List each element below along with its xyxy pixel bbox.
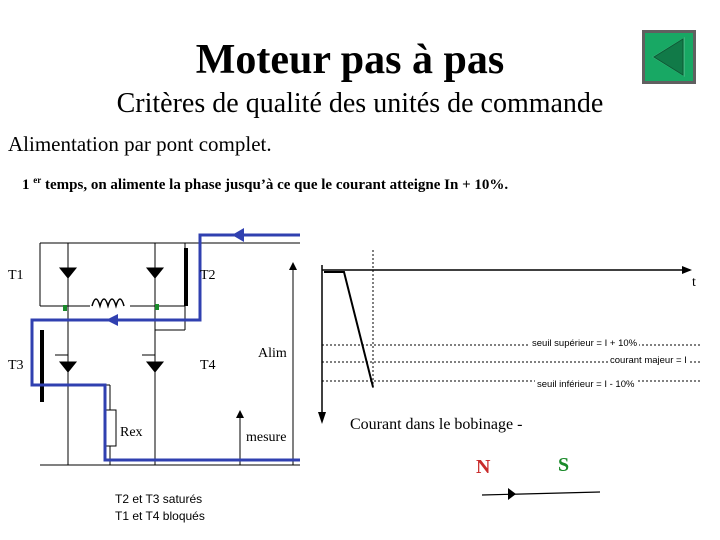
section-heading: Alimentation par pont complet. xyxy=(8,132,272,156)
threshold-lower-label: seuil inférieur = I - 10% xyxy=(537,379,635,390)
label-alim: Alim xyxy=(258,346,287,361)
label-t1: T1 xyxy=(8,268,24,283)
south-pole-label: S xyxy=(558,454,570,476)
label-mesure: mesure xyxy=(246,430,287,445)
label-rex: Rex xyxy=(120,425,143,440)
time-axis-label: t xyxy=(692,275,696,290)
state-line-1: T2 et T3 saturés xyxy=(115,492,203,506)
threshold-upper-label: seuil supérieur = I + 10% xyxy=(532,338,638,349)
rotor-icon xyxy=(482,488,600,500)
current-caption: Courant dans le bobinage - xyxy=(350,416,523,433)
label-t3: T3 xyxy=(8,358,24,373)
slide-title: Moteur pas à pas xyxy=(195,37,505,83)
state-line-2: T1 et T4 bloqués xyxy=(115,509,205,523)
step-superscript: er xyxy=(33,175,42,185)
slide-subtitle: Critères de qualité des unités de commande xyxy=(116,88,604,119)
current-curve xyxy=(324,272,373,387)
step-number: 1 xyxy=(22,177,30,193)
label-t2: T2 xyxy=(200,268,216,283)
threshold-major-label: courant majeur = I xyxy=(610,355,687,366)
step-text: temps, on alimente la phase jusqu’à ce que le courant atteigne In + 10%. xyxy=(41,177,509,193)
label-t4: T4 xyxy=(200,358,216,373)
north-pole-label: N xyxy=(476,456,491,478)
